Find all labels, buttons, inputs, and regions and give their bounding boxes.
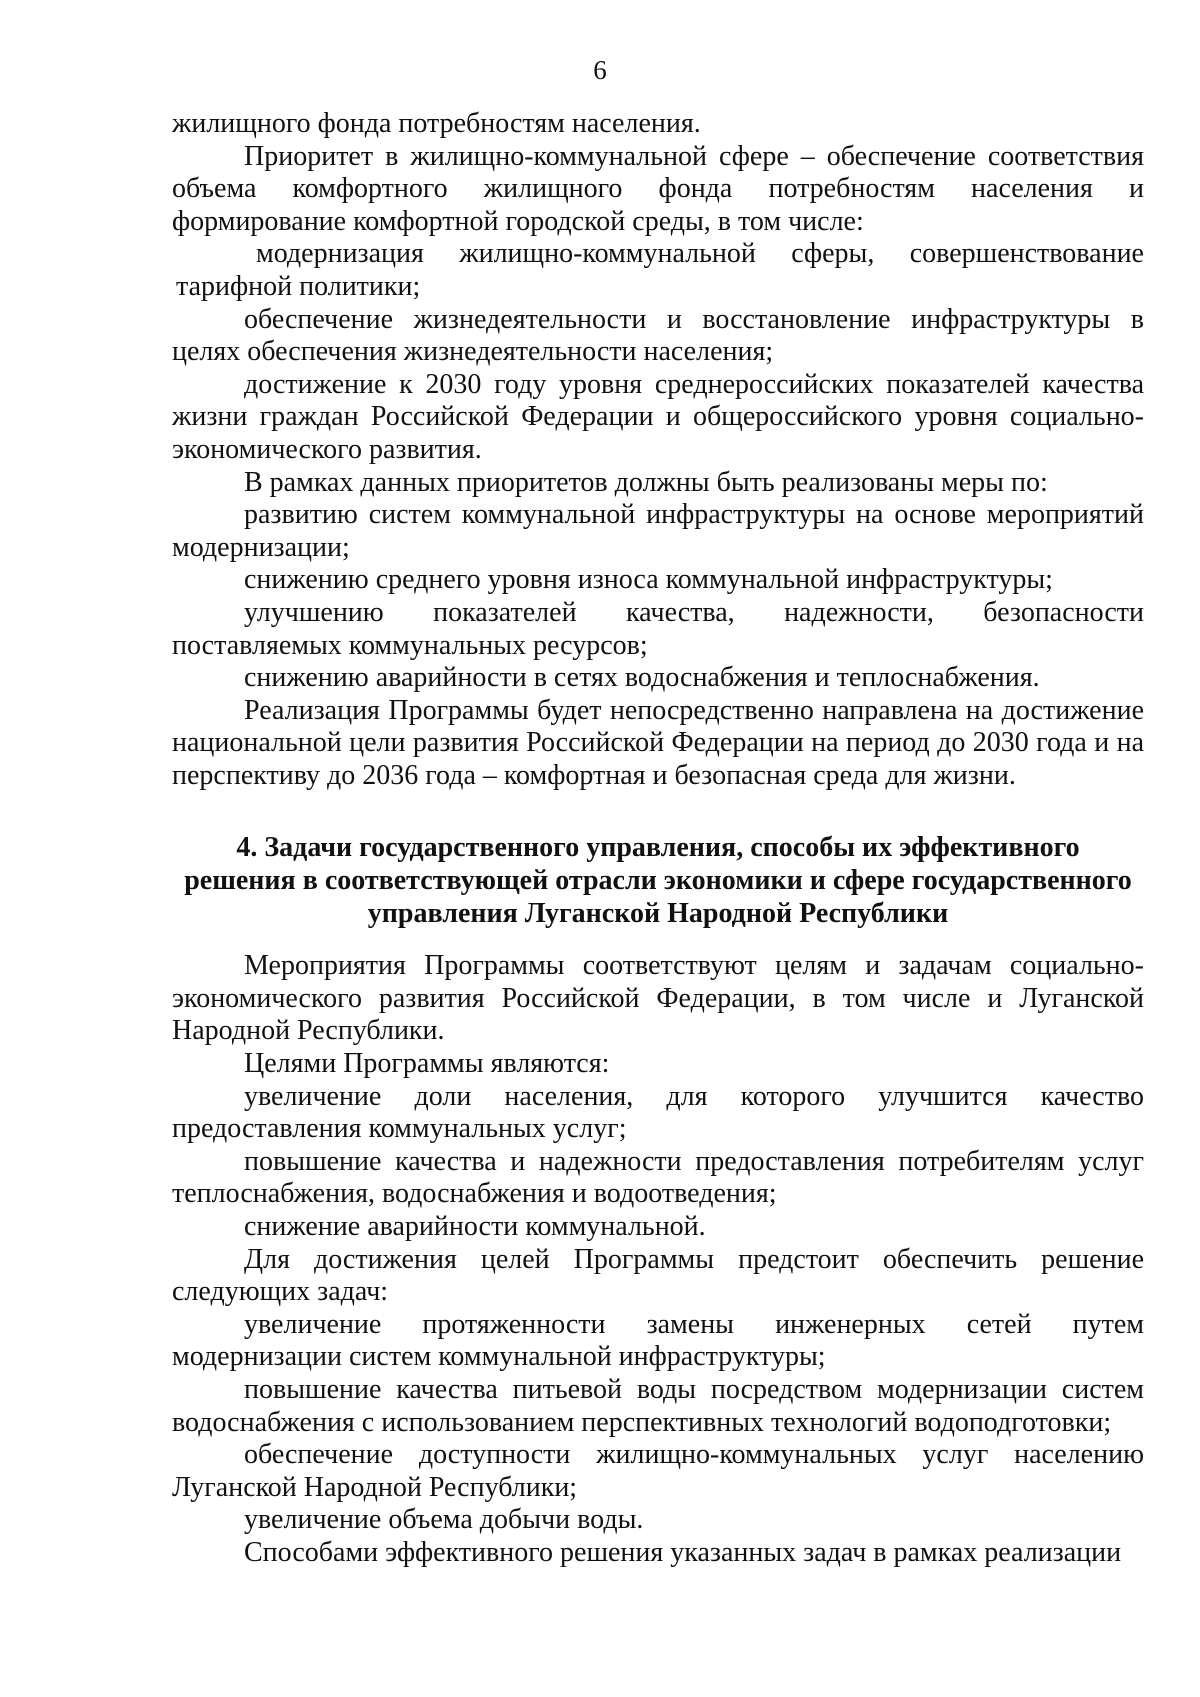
paragraph: повышение качества и надежности предоставления потребителям услуг теплоснабжения, водоснабжения и водоотведения;	[172, 1145, 1144, 1210]
paragraph: достижение к 2030 году уровня среднероссийских показателей качества жизни граждан Российской Федерации и общероссийского уровня социально-экономического развития.	[172, 368, 1144, 465]
paragraph: снижение аварийности коммунальной.	[244, 1211, 706, 1242]
paragraph: обеспечение жизнедеятельности и восстановление инфраструктуры в целях обеспечения жизнедеятельности населения;	[172, 303, 1144, 368]
paragraph: модернизация жилищно-коммунальной сферы, совершенствование тарифной политики;	[176, 238, 1144, 302]
paragraph: снижению аварийности в сетях водоснабжения и теплоснабжения.	[244, 662, 1040, 694]
paragraph: развитию систем коммунальной инфраструктуры на основе мероприятий модернизации;	[172, 499, 1144, 563]
paragraph: жилищного фонда потребностям населения.	[172, 108, 701, 139]
paragraph: Для достижения целей Программы предстоит обеспечить решение следующих задач:	[172, 1243, 1144, 1308]
paragraph: Способами эффективного решения указанных задач в рамках реализации	[244, 1536, 1122, 1568]
paragraph: увеличение протяженности замены инженерных сетей путем модернизации систем коммунальной инфраструктуры;	[172, 1308, 1144, 1373]
section-heading-line: управления Луганской Народной Республики	[367, 897, 949, 929]
paragraph: обеспечение доступности жилищно-коммунальных услуг населению Луганской Народной Республики;	[172, 1439, 1144, 1503]
paragraph: Приоритет в жилищно-коммунальной сфере – обеспечение соответствия объема комфортного жилищного фонда потребностям населения и формирование комфортной городской среды, в том числе:	[172, 140, 1144, 237]
paragraph: В рамках данных приоритетов должны быть реализованы меры по:	[244, 466, 1048, 498]
section-heading	[172, 832, 1144, 930]
page-number: 6	[593, 55, 607, 85]
paragraph: Реализация Программы будет непосредственно направлена на достижение национальной цели развития Российской Федерации на период до 2030 года и на перспективу до 2036 года – комфортная и безопасная среда для жизни.	[172, 694, 1144, 791]
paragraph: снижению среднего уровня износа коммунальной инфраструктуры;	[244, 564, 1053, 596]
paragraph: повышение качества питьевой воды посредством модернизации систем водоснабжения с использованием перспективных технологий водоподготовки;	[172, 1373, 1144, 1438]
paragraph: увеличение объема добычи воды.	[244, 1504, 644, 1536]
paragraph: увеличение доли населения, для которого улучшится качество предоставления коммунальных услуг;	[172, 1080, 1144, 1145]
section-heading-line: решения в соответствующей отрасли экономики и сфере государственного	[184, 865, 1132, 897]
paragraph: Мероприятия Программы соответствуют целям и задачам социально-экономического развития Российской Федерации, в том числе и Луганской Народной Республики.	[172, 950, 1144, 1047]
paragraph: улучшению показателей качества, надежности, безопасности поставляемых коммунальных ресурсов;	[172, 596, 1144, 661]
section-heading-line: 4. Задачи государственного управления, способы их эффективного	[236, 832, 1080, 864]
paragraph: Целями Программы являются:	[244, 1048, 610, 1080]
document-body	[172, 108, 1144, 1570]
